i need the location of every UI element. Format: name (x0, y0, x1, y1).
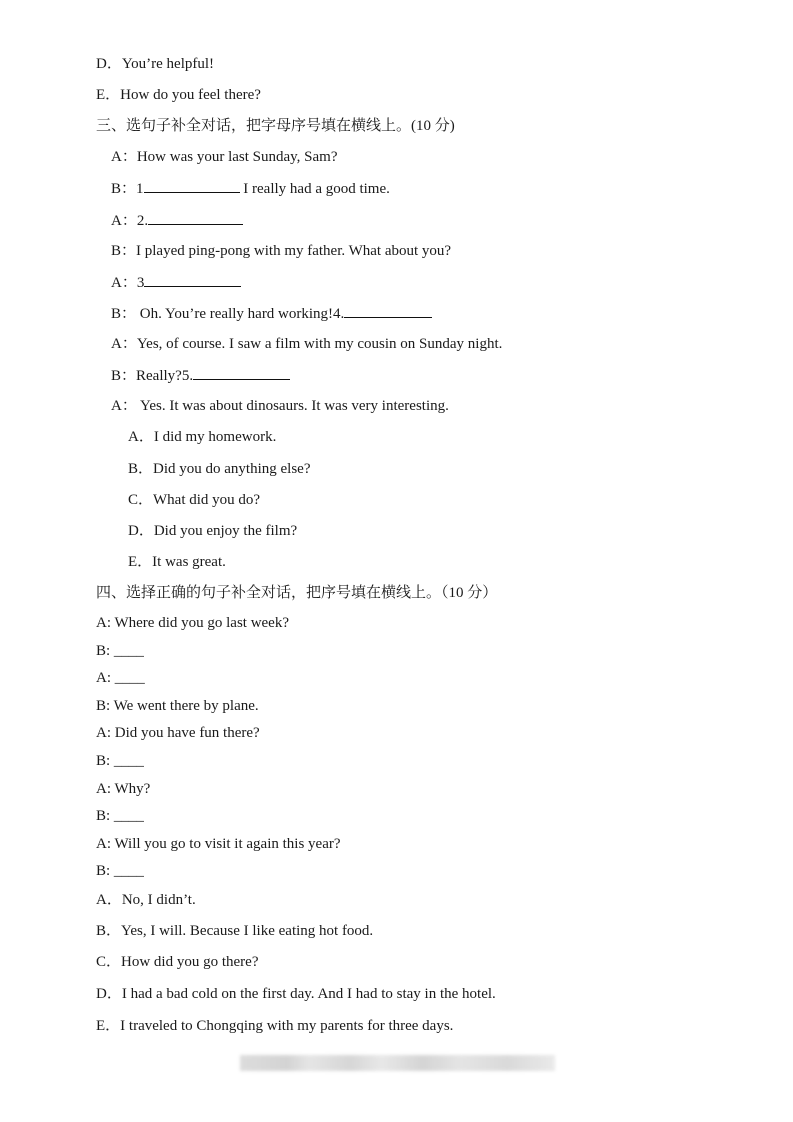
section4-title: 四、选择正确的句子补全对话，把序号填在横线上。（10 分） (96, 585, 498, 601)
section3-line-6 (111, 303, 432, 324)
section4-line-8: B: ____ (96, 808, 144, 824)
section4-option-a: A．No, I didn’t. (96, 892, 196, 908)
answer-blank-2[interactable] (148, 210, 243, 225)
dialogue-text: I really had a good time. (239, 181, 390, 197)
section4-line-9: A: Will you go to visit it again this year? (96, 836, 341, 852)
section3-line-1 (111, 147, 338, 167)
section4-line-6: B: ____ (96, 753, 144, 769)
answer-blank-1[interactable] (144, 178, 240, 193)
dialogue-text: A：Yes, of course. I saw a film with my cousin on Sunday night. (111, 336, 503, 352)
answer-blank-5[interactable] (193, 365, 290, 380)
section4-line-2: B: ____ (96, 643, 144, 659)
blurred-footer-watermark (240, 1055, 555, 1071)
section2-option-d: D．You’re helpful! (96, 56, 215, 72)
section3-line-3 (111, 210, 243, 231)
dialogue-text: A：3 (111, 275, 145, 291)
section3-line-4 (111, 241, 451, 261)
section4-line-1: A: Where did you go last week? (96, 615, 290, 631)
section4-line-3: A: ____ (96, 670, 145, 686)
section3-line-7 (111, 334, 502, 354)
section3-title: 三、选句子补全对话，把字母序号填在横线上。(10 分) (96, 118, 455, 134)
section4-option-e: E．I traveled to Chongqing with my parents for three days. (96, 1018, 454, 1034)
section4-line-10: B: ____ (96, 863, 144, 879)
section3-option-c: C．What did you do? (128, 492, 261, 508)
section4-option-d: D．I had a bad cold on the first day. And I had to stay in the hotel. (96, 986, 496, 1002)
section4-line-7: A: Why? (96, 781, 151, 797)
dialogue-text: B： Oh. You’re really hard working!4. (111, 306, 345, 322)
answer-blank-4[interactable] (344, 303, 432, 318)
dialogue-text: A：How was your last Sunday, Sam? (111, 149, 338, 165)
section3-line-9 (111, 396, 449, 416)
dialogue-text: A： Yes. It was about dinosaurs. It was very interesting. (111, 398, 449, 414)
section3-line-8 (111, 365, 290, 386)
dialogue-text: B：Really?5. (111, 368, 194, 384)
section3-option-d: D．Did you enjoy the film? (128, 523, 298, 539)
dialogue-text: A：2. (111, 213, 149, 229)
cropped-line-container (0, 1016, 793, 1040)
section3-line-2 (111, 178, 390, 199)
section3-line-5 (111, 272, 241, 293)
section4-option-c: C．How did you go there? (96, 954, 259, 970)
section3-option-e: E．It was great. (128, 554, 226, 570)
section3-option-a: A．I did my homework. (128, 429, 277, 445)
section2-option-e: E．How do you feel there? (96, 87, 261, 103)
section3-option-b: B．Did you do anything else? (128, 461, 311, 477)
answer-blank-3[interactable] (144, 272, 241, 287)
dialogue-text: B：1 (111, 181, 144, 197)
section4-line-4: B: We went there by plane. (96, 698, 259, 714)
section4-line-5: A: Did you have fun there? (96, 725, 260, 741)
dialogue-text: B：I played ping-pong with my father. What about you? (111, 243, 452, 259)
section4-option-b: B．Yes, I will. Because I like eating hot food. (96, 923, 374, 939)
